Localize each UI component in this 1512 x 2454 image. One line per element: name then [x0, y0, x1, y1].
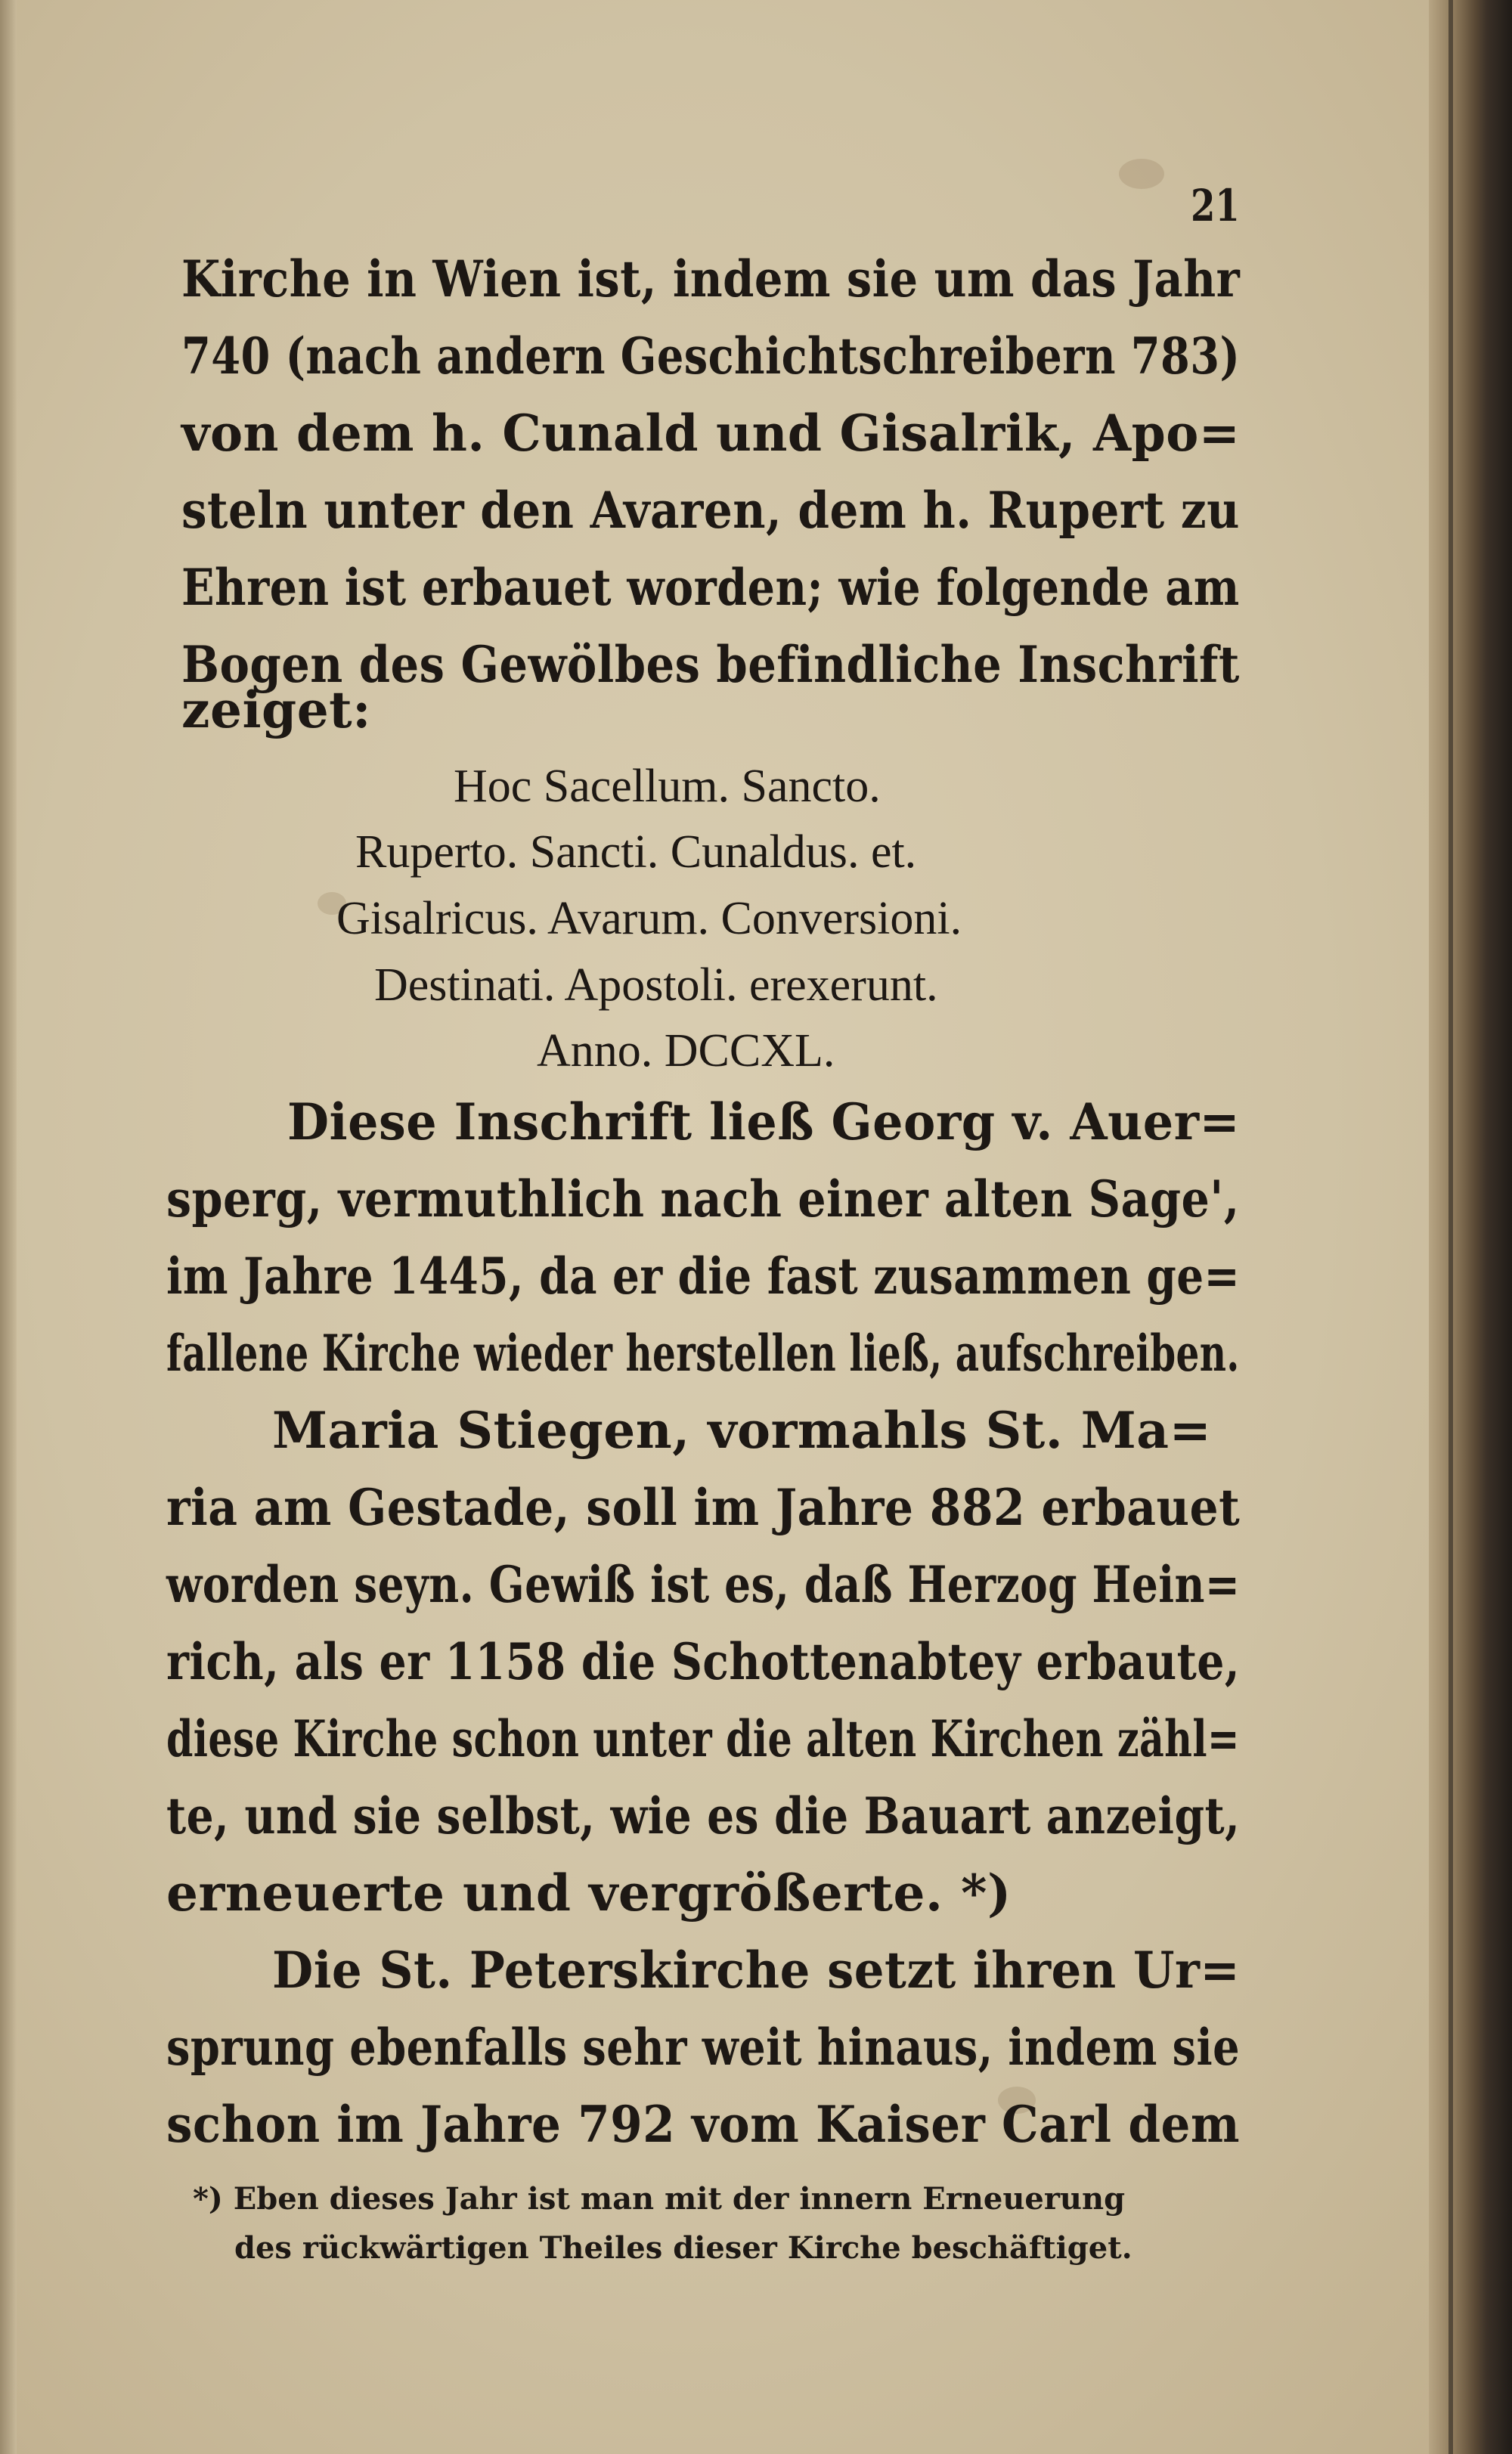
- body-line: ria am Gestade, soll im Jahre 882 erbauet: [166, 1478, 1241, 1537]
- body-line: Diese Inschrift ließ Georg v. Auer=: [287, 1092, 1241, 1151]
- body-line: Die St. Peterskirche setzt ihren Ur=: [272, 1941, 1241, 2000]
- body-line: fallene Kirche wieder herstellen ließ, aufschreiben.: [166, 1324, 1240, 1383]
- body-line: im Jahre 1445, da er die fast zusammen ge=: [166, 1247, 1241, 1306]
- inscription-line: Anno. DCCXL.: [537, 1025, 835, 1077]
- body-line: rich, als er 1158 die Schottenabtey erbaute,: [166, 1632, 1241, 1691]
- paper-stain: [1119, 159, 1164, 189]
- body-line: von dem h. Cunald und Gisalrik, Apo=: [181, 404, 1241, 463]
- book-binding: [1429, 0, 1512, 2454]
- page-number: 21: [1191, 180, 1240, 231]
- body-line: sperg, vermuthlich nach einer alten Sage',: [166, 1170, 1240, 1229]
- body-line: 740 (nach andern Geschichtschreibern 783): [181, 327, 1241, 386]
- body-line: zeiget:: [181, 680, 372, 739]
- body-line: Maria Stiegen, vormahls St. Ma=: [272, 1401, 1212, 1460]
- inscription-line: Gisalricus. Avarum. Conversioni.: [336, 893, 962, 944]
- body-line: Kirche in Wien ist, indem sie um das Jahr: [181, 249, 1241, 308]
- inscription-line: Destinati. Apostoli. erexerunt.: [374, 959, 938, 1011]
- body-line: Ehren ist erbauet worden; wie folgende am: [181, 558, 1240, 617]
- inscription-line: Hoc Sacellum. Sancto.: [454, 761, 881, 812]
- footnote-line: *) Eben dieses Jahr ist man mit der innern Erneuerung: [193, 2181, 1126, 2217]
- body-line: erneuerte und vergrößerte. *): [166, 1864, 1012, 1923]
- body-line: steln unter den Avaren, dem h. Rupert zu: [181, 481, 1240, 540]
- body-line: Bogen des Gewölbes befindliche Inschrift: [181, 635, 1240, 694]
- binding-shadow: [1448, 0, 1453, 2454]
- inscription-line: Ruperto. Sancti. Cunaldus. et.: [355, 826, 917, 878]
- body-line: te, und sie selbst, wie es die Bauart anzeigt,: [166, 1786, 1241, 1845]
- body-line: diese Kirche schon unter die alten Kirchen zähl=: [166, 1709, 1240, 1768]
- body-line: schon im Jahre 792 vom Kaiser Carl dem: [166, 2095, 1241, 2154]
- body-line: worden seyn. Gewiß ist es, daß Herzog Hein=: [166, 1555, 1241, 1614]
- body-line: sprung ebenfalls sehr weit hinaus, indem sie: [166, 2018, 1241, 2077]
- page-left-edge: [0, 0, 17, 2454]
- footnote-line: des rückwärtigen Theiles dieser Kirche beschäftiget.: [234, 2230, 1132, 2266]
